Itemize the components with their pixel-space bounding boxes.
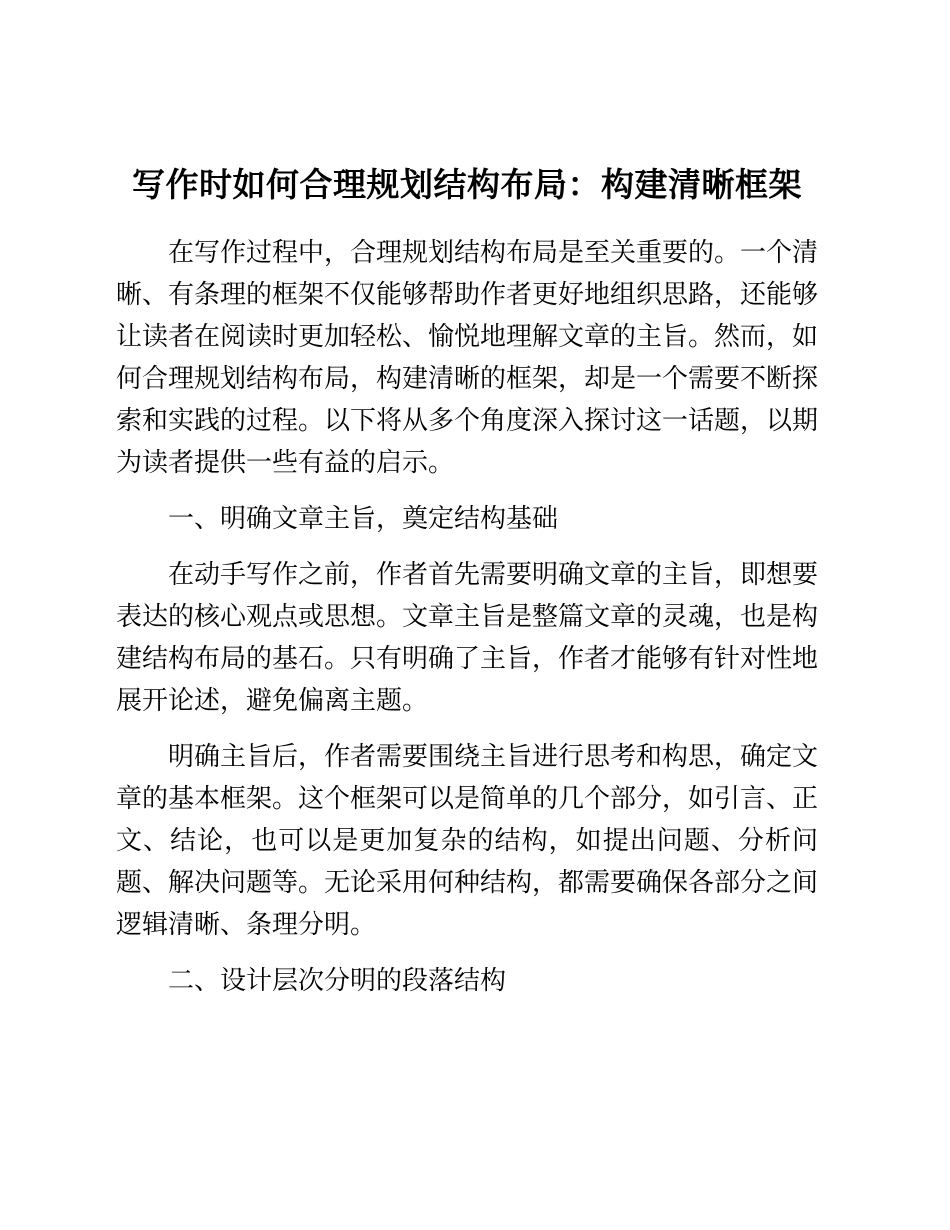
- paragraph-section1-b: 明确主旨后，作者需要围绕主旨进行思考和构思，确定文章的基本框架。这个框架可以是简单的几个部分，如引言、正文、结论，也可以是更加复杂的结构，如提出问题、分析问题、解决问题等。无论采用何种结构，都需要确保各部分之间逻辑清晰、条理分明。: [116, 742, 819, 939]
- section-heading-1: 一、明确文章主旨，奠定结构基础: [168, 504, 559, 533]
- paragraph-section1-a: 在动手写作之前，作者首先需要明确文章的主旨，即想要表达的核心观点或思想。文章主旨是整篇文章的灵魂，也是构建结构布局的基石。只有明确了主旨，作者才能够有针对性地展开论述，避免偏离主题。: [116, 560, 819, 715]
- paragraph-intro: 在写作过程中，合理规划结构布局是至关重要的。一个清晰、有条理的框架不仅能够帮助作者更好地组织思路，还能够让读者在阅读时更加轻松、愉悦地理解文章的主旨。然而，如何合理规划结构布局，构建清晰的框架，却是一个需要不断探索和实践的过程。以下将从多个角度深入探讨这一话题，以期为读者提供一些有益的启示。: [116, 238, 819, 477]
- document-title: 写作时如何合理规划结构布局：构建清晰框架: [132, 165, 802, 204]
- section-heading-2: 二、设计层次分明的段落结构: [168, 966, 507, 995]
